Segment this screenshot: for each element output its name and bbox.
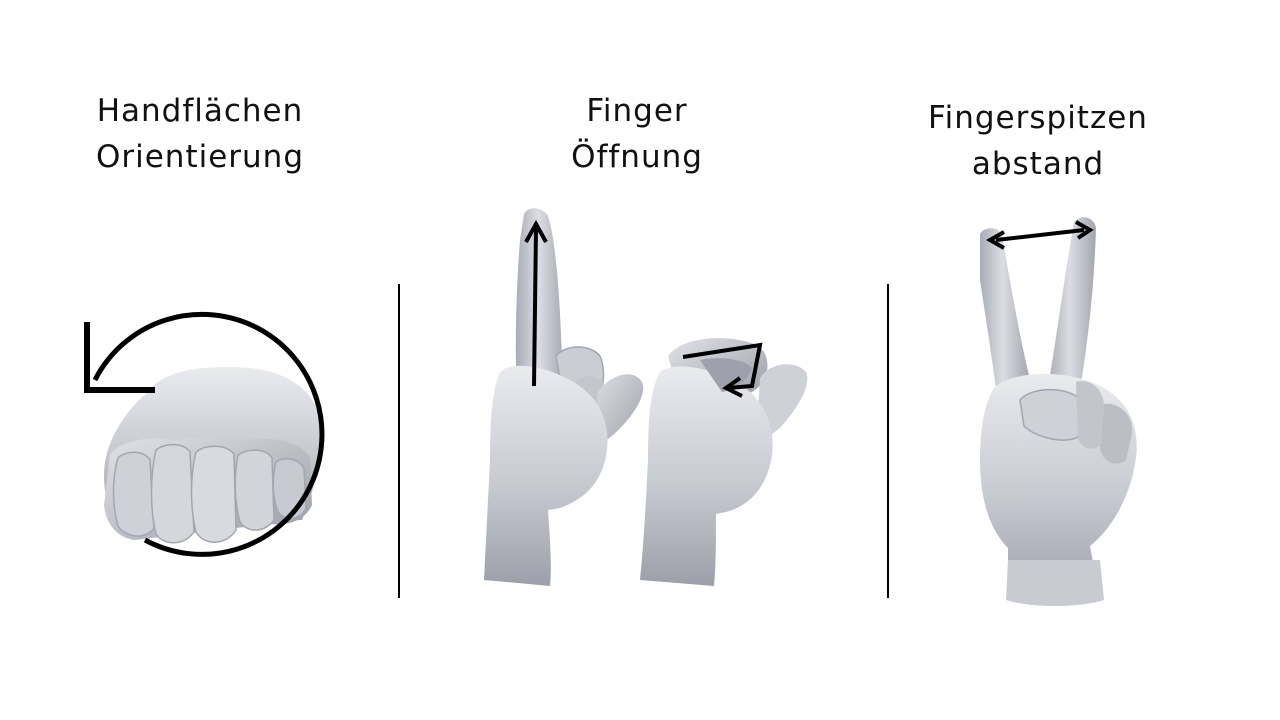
title-fingertip-distance-line1: Fingerspitzen	[928, 100, 1148, 136]
v-sign-hand	[980, 217, 1137, 606]
rotating-fist-hand	[87, 314, 322, 554]
title-finger-opening-line2: Öffnung	[571, 139, 703, 175]
pinching-hand	[640, 338, 807, 586]
title-finger-opening-line1: Finger	[586, 93, 688, 129]
title-palm-orientation-line2: Orientierung	[95, 139, 305, 175]
title-fingertip-distance-line2: abstand	[971, 146, 1105, 182]
title-palm-orientation-line1: Handflächen	[96, 93, 304, 129]
pointing-hand	[484, 208, 643, 586]
